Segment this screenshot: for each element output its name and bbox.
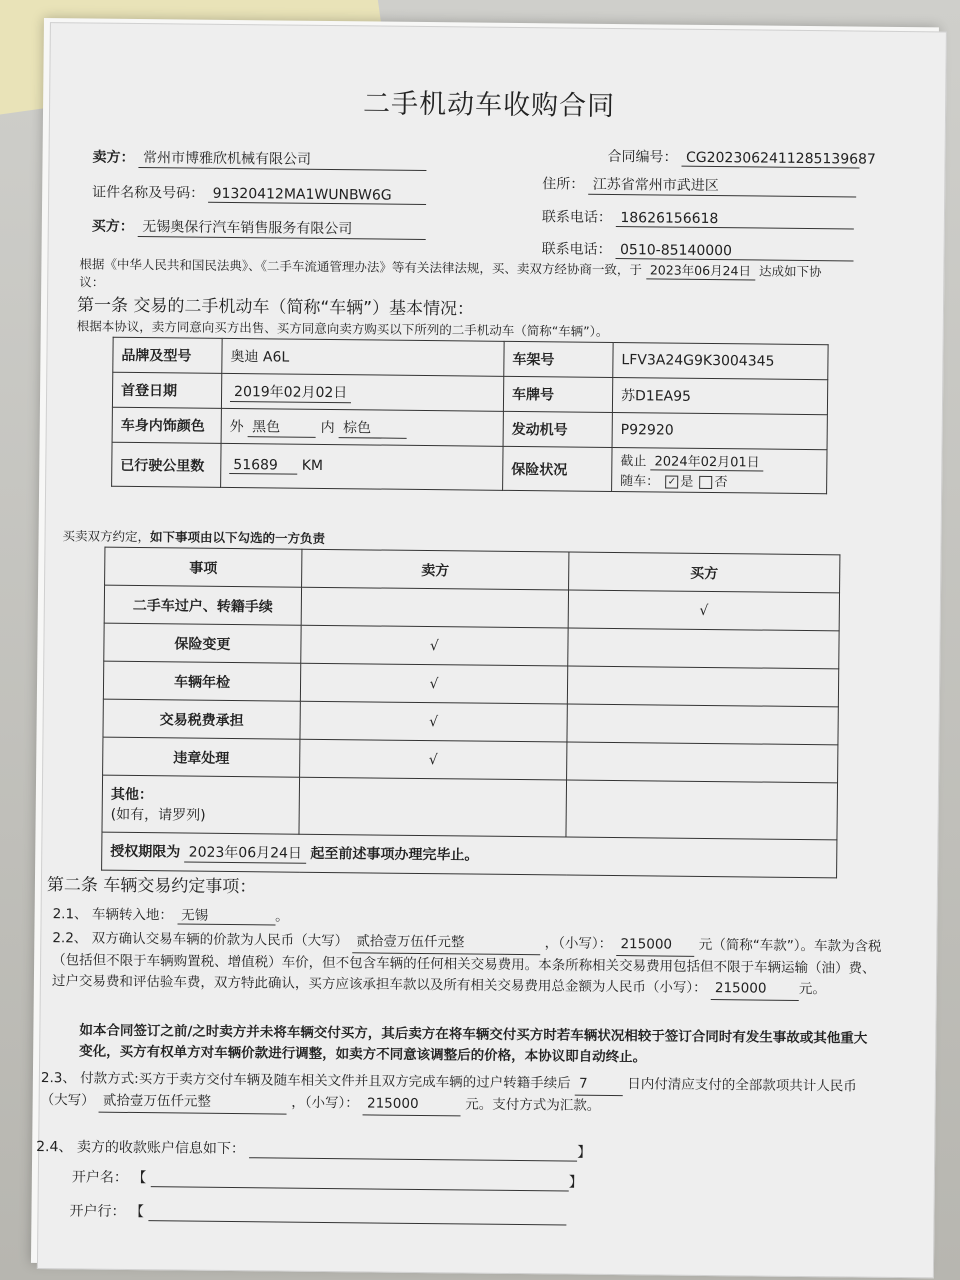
inner-color: 棕色: [339, 417, 407, 439]
insurance-until-row: [620, 450, 818, 472]
brand-label: 品牌及型号: [113, 337, 222, 373]
buyer-row: [92, 216, 427, 241]
contract-no-row: [607, 146, 876, 169]
insurance-until-label: 截止: [620, 454, 647, 470]
bracket-close: 】: [568, 1174, 583, 1191]
account-holder-label: 开户名：: [71, 1169, 128, 1186]
mileage-unit: KM: [301, 457, 324, 474]
table-row: [112, 442, 827, 493]
clause-2-2-text-b: ，（小写）：: [544, 935, 613, 953]
insurance-yes: 是: [680, 474, 694, 490]
seller-check: √: [300, 739, 567, 780]
clause-2-4-label: 卖方的收款账户信息如下：: [76, 1139, 245, 1158]
other-buyer: [566, 780, 838, 840]
id-row: [92, 182, 427, 206]
insurance-with-label: 随车：: [620, 474, 660, 490]
clause-2-1-value: 无锡: [177, 903, 275, 925]
address: 江苏省常州市武进区: [589, 174, 857, 198]
bracket-open: 【: [132, 1169, 147, 1187]
col-seller: 卖方: [302, 549, 569, 590]
basis-post: 达成如下协: [758, 263, 822, 280]
basis-end: 议：: [79, 274, 105, 290]
buyer-check: [567, 704, 838, 745]
insurance-label: 保险状况: [503, 446, 612, 491]
item-cell: 交易税费承担: [103, 699, 300, 739]
plate-value: 苏D1EA95: [612, 377, 827, 414]
clause-2-3-text-b: 日内付清应支付的全部款项共计人民币（大写）: [40, 1076, 857, 1109]
adjustment-clause: 如本合同签订之前/之时卖方并未将车辆交付买方，其后卖方在将车辆交付买方时若车辆状况相较于签订合同时有发生事故或其他重大变化，买方有权单方对车辆价款进行调整，如卖方不同意该调整后的价格，本协议即自动终止。: [79, 1022, 868, 1066]
clause-2-2-no: 2.2、: [52, 930, 88, 947]
seller-phone: 18626156618: [616, 210, 854, 229]
insurance-no: 否: [714, 475, 728, 491]
bracket-close: 】: [577, 1144, 592, 1161]
contract-no: CG2023062411285139687: [682, 150, 860, 169]
clause-2-2-total: 215000: [711, 978, 799, 1001]
contract-page: [31, 18, 939, 1272]
buyer-check: √: [568, 590, 839, 631]
clause-2-3: [41, 1068, 881, 1121]
buyer-phone-row: [542, 238, 855, 261]
inner-color-label: 内: [320, 419, 335, 436]
clause-2-3-upper: 贰拾壹万伍仟元整: [99, 1091, 287, 1115]
col-buyer: 买方: [569, 552, 840, 593]
seller-phone-row: [542, 206, 855, 229]
clause-2-1-label: 车辆转入地：: [91, 906, 173, 924]
plate-label: 车牌号: [503, 376, 612, 412]
outer-color: 黑色: [248, 416, 316, 438]
vin-value: LFV3A24G9K3004345: [613, 342, 828, 379]
clause-2-2-text-c: 元（简称“车款”）。车款为含税（包括但不限于车辆购置税、增值税）车价，但不包含车辆的任何相关交易费用。本条所称相关交易费用包括但不限于车辆运输（油）费、过户交易费和评估验车费，双方特此确认，买方应该承担车款以及所有相关交易费用总金额为人民币（小写）：: [51, 936, 882, 996]
insurance-with-row: [620, 470, 818, 491]
mileage-value: 51689: [229, 457, 297, 475]
seller-label: 卖方：: [92, 149, 135, 166]
buyer-label: 买方：: [91, 218, 134, 235]
bank-label: 开户行：: [69, 1203, 126, 1220]
seller-row: [92, 147, 427, 172]
bracket-open: 【: [129, 1203, 145, 1221]
clause-2-2-lower: 215000: [616, 934, 694, 957]
seller-check: √: [300, 663, 567, 704]
clause-2-3-text-a: 付款方式:买方于卖方交付车辆及随车相关文件并且双方完成车辆的过户转籍手续后: [80, 1070, 571, 1092]
address-row: [542, 173, 857, 197]
clause-2-2-text-a: 双方确认交易车辆的价款为人民币（大写）: [91, 930, 349, 950]
other-label: 其他：: [110, 786, 153, 804]
item-cell: 二手车过户、转籍手续: [104, 585, 301, 625]
clause-2-1-no: 2.1、: [52, 906, 88, 923]
id-label: 证件名称及号码：: [92, 184, 205, 202]
buyer-name: 无锡奥保行汽车销售服务有限公司: [138, 216, 426, 240]
engine-value: P92920: [612, 412, 827, 449]
seller-check: [301, 587, 568, 628]
engine-label: 发动机号: [503, 411, 612, 447]
article1-intro: 根据本协议，卖方同意向买方出售、买方同意向卖方购买以下所列的二手机动车（简称“车辆”）。: [76, 318, 609, 339]
seller-check: √: [301, 625, 568, 666]
first-reg-label: 首登日期: [112, 372, 221, 408]
clause-2-1: 2.1、 车辆转入地： 无锡 。: [53, 902, 289, 925]
id-number: 91320412MA1WUNBW6G: [209, 186, 427, 205]
buyer-check: [567, 666, 838, 707]
buyer-phone: 0510-85140000: [616, 242, 854, 261]
clause-2-4-no: 2.4、: [36, 1138, 73, 1156]
vin-label: 车架号: [504, 341, 613, 377]
buyer-check: [567, 742, 838, 783]
color-label: 车身内饰颜色: [112, 407, 221, 443]
agreement-intro: [62, 526, 325, 547]
address-label: 住所：: [542, 176, 585, 193]
clause-2-3-days: 7: [575, 1074, 623, 1097]
clause-2-3-text-d: 元。支付方式为汇款。: [465, 1096, 601, 1114]
first-reg-value: 2019年02月02日: [230, 380, 351, 402]
col-item: 事项: [105, 547, 302, 587]
item-cell: 违章处理: [103, 737, 300, 777]
seller-phone-label: 联系电话：: [541, 209, 613, 226]
basis-date: 2023年06月24日: [646, 260, 755, 280]
article2-title: 第二条 车辆交易约定事项：: [46, 875, 257, 898]
clause-2-3-text-c: ，（小写）：: [291, 1094, 359, 1112]
clause-2-3-no: 2.3、: [40, 1070, 76, 1087]
table-row: [102, 775, 838, 840]
buyer-phone-label: 联系电话：: [541, 241, 612, 258]
responsibility-table: [101, 547, 840, 879]
outer-color-label: 外: [229, 418, 244, 435]
item-cell: 车辆年检: [103, 661, 300, 701]
period-date: 2023年06月24日: [185, 842, 306, 864]
contract-title: 二手机动车收购合同: [362, 88, 616, 122]
clause-2-2-text-d: 元。: [798, 980, 827, 998]
agreement-intro-a: 买卖双方约定，: [62, 528, 151, 545]
item-cell: 保险变更: [104, 623, 301, 663]
basis-pre: 根据《中华人民共和国民法典》、《二手车流通管理办法》等有关法律法规，买、卖双方经协商一致，于: [79, 256, 642, 278]
checkbox-no[interactable]: [699, 476, 712, 489]
agreement-intro-b: 如下事项由以下勾选的一方负责: [150, 529, 326, 546]
article1-title: 第一条 交易的二手机动车（简称“车辆”）基本情况：: [76, 295, 475, 320]
mileage-label: 已行驶公里数: [112, 442, 221, 487]
clause-2-2: [52, 928, 883, 1002]
buyer-check: [568, 628, 839, 669]
other-seller: [299, 777, 567, 837]
brand-value: 奥迪 A6L: [222, 338, 504, 376]
period-post: 起至前述事项办理完毕止。: [310, 845, 479, 864]
checkbox-yes-checked[interactable]: ✓: [665, 476, 678, 489]
clause-2-2-upper: 贰拾壹万伍仟元整: [352, 931, 540, 955]
vehicle-info-table: [111, 337, 829, 494]
period-label: 授权期限为: [110, 843, 181, 861]
other-note: (如有，请罗列): [110, 806, 206, 824]
seller-check: √: [300, 701, 567, 742]
clause-2-3-lower: 215000: [363, 1093, 461, 1116]
contract-no-label: 合同编号：: [607, 148, 678, 166]
seller-name: 常州市博雅欣机械有限公司: [139, 147, 427, 171]
insurance-until: 2024年02月01日: [650, 450, 763, 471]
